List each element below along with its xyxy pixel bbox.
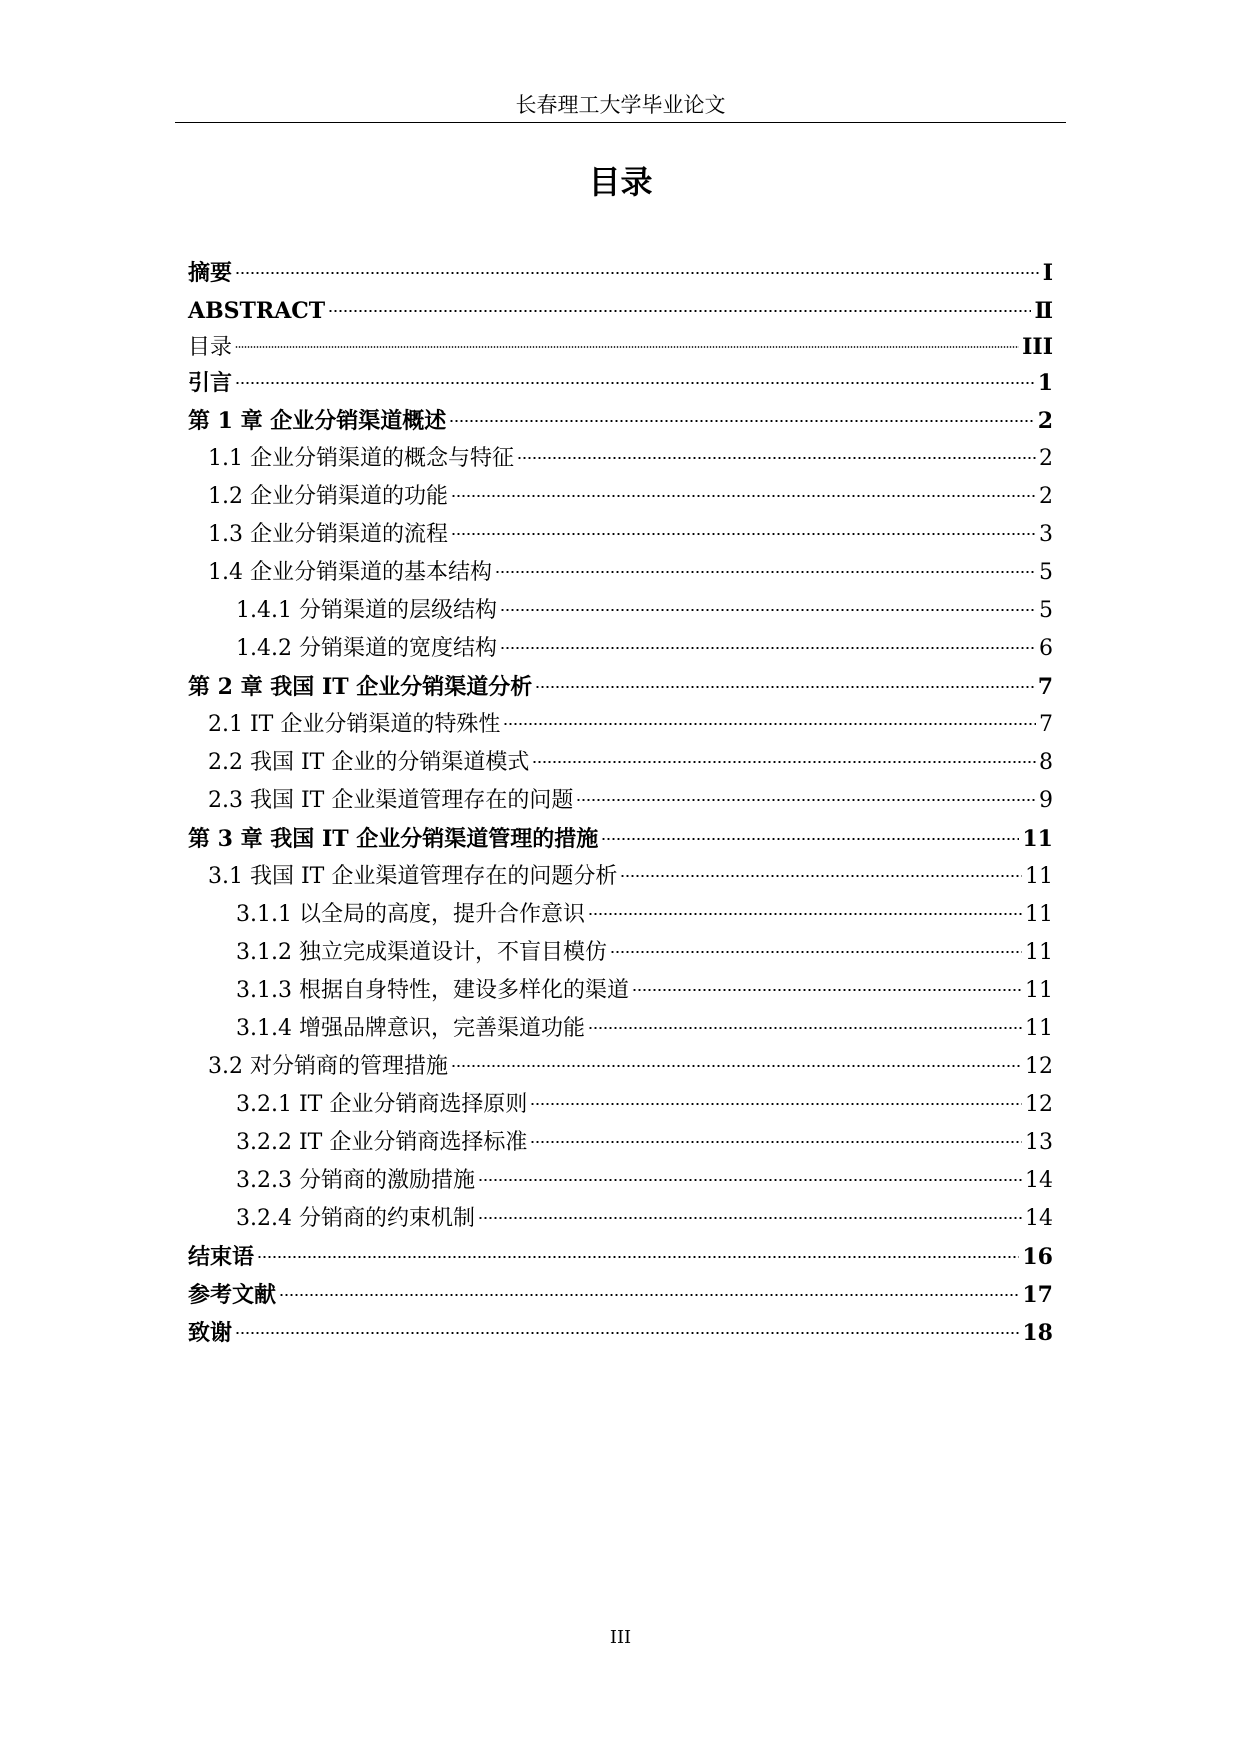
toc-entry-label: 1.3 企业分销渠道的流程	[208, 522, 448, 547]
toc-entry-page: 11	[1025, 864, 1053, 889]
toc-dot-leader	[620, 875, 1022, 877]
toc-entry-label: 致谢	[188, 1320, 233, 1346]
toc-entry[interactable]	[208, 555, 1053, 591]
toc-entry-page: 5	[1039, 598, 1053, 623]
toc-entry[interactable]	[188, 1315, 1053, 1351]
toc-entry-label: 3.2.2 IT 企业分销商选择标准	[236, 1130, 528, 1155]
toc-entry-page: Ⅰ	[1042, 260, 1053, 286]
toc-entry[interactable]	[236, 1163, 1053, 1199]
toc-dot-leader	[235, 382, 1035, 384]
toc-dot-leader	[503, 723, 1036, 725]
page-title: 目录	[588, 163, 653, 201]
toc-entry-page: Ⅱ	[1034, 298, 1053, 324]
toc-entry-page: 5	[1039, 560, 1053, 585]
toc-entry[interactable]	[208, 745, 1053, 781]
toc-entry-page: 2	[1039, 484, 1053, 509]
toc-entry-label: 1.4.2 分销渠道的宽度结构	[236, 636, 497, 661]
toc-entry-label: 2.1 IT 企业分销渠道的特殊性	[208, 712, 501, 737]
running-header-text: 长春理工大学毕业论文	[515, 93, 726, 117]
toc-entry[interactable]	[208, 859, 1053, 895]
toc-entry[interactable]	[208, 783, 1053, 819]
toc-entry-label: 摘要	[188, 260, 233, 286]
toc-entry[interactable]	[236, 593, 1053, 629]
toc-dot-leader	[632, 989, 1022, 991]
toc-entry[interactable]	[236, 1087, 1053, 1123]
toc-entry-page: 14	[1025, 1168, 1053, 1193]
toc-dot-leader	[530, 1141, 1022, 1143]
toc-entry-page: 7	[1037, 674, 1053, 700]
toc-dot-leader	[451, 495, 1036, 497]
toc-entry-page: 3	[1039, 522, 1053, 547]
toc-entry-page: III	[1022, 334, 1053, 360]
toc-dot-leader	[451, 533, 1036, 535]
toc-entry-page: 12	[1025, 1092, 1053, 1117]
toc-dot-leader	[235, 1332, 1019, 1334]
toc-dot-leader	[500, 647, 1036, 649]
toc-dot-leader	[610, 951, 1022, 953]
toc-entry-label: 3.2.1 IT 企业分销商选择原则	[236, 1092, 528, 1117]
toc-entry-label: ABSTRACT	[188, 298, 326, 324]
toc-entry[interactable]	[188, 293, 1053, 329]
toc-entry[interactable]	[236, 1011, 1053, 1047]
toc-dot-leader	[449, 420, 1034, 422]
toc-dot-leader	[588, 913, 1022, 915]
toc-entry[interactable]	[236, 897, 1053, 933]
toc-entry-label: 2.3 我国 IT 企业渠道管理存在的问题	[208, 788, 574, 813]
toc-entry-label: 2.2 我国 IT 企业的分销渠道模式	[208, 750, 530, 775]
toc-dot-leader	[478, 1217, 1022, 1219]
toc-entry-page: 11	[1022, 826, 1053, 852]
toc-dot-leader	[235, 346, 1019, 348]
toc-entry-page: 6	[1039, 636, 1053, 661]
toc-entry-label: 第 1 章 企业分销渠道概述	[188, 408, 447, 434]
toc-entry-page: 2	[1037, 408, 1053, 434]
toc-entry-label: 3.2.3 分销商的激励措施	[236, 1168, 475, 1193]
toc-dot-leader	[257, 1256, 1019, 1258]
toc-entry-label: 第 2 章 我国 IT 企业分销渠道分析	[188, 674, 533, 700]
toc-dot-leader	[535, 686, 1034, 688]
toc-entry-page: 12	[1025, 1054, 1053, 1079]
toc-entry[interactable]	[188, 403, 1053, 439]
toc-entry-page: 9	[1039, 788, 1053, 813]
toc-entry-page: 1	[1037, 370, 1053, 396]
toc-entry-label: 3.1 我国 IT 企业渠道管理存在的问题分析	[208, 864, 618, 889]
toc-entry[interactable]	[188, 1277, 1053, 1313]
toc-entry-label: 3.2 对分销商的管理措施	[208, 1054, 448, 1079]
toc-dot-leader	[601, 838, 1019, 840]
toc-entry[interactable]	[208, 1049, 1053, 1085]
toc-dot-leader	[517, 457, 1036, 459]
toc-entry-page: 11	[1025, 940, 1053, 965]
toc-entry-label: 3.2.4 分销商的约束机制	[236, 1206, 475, 1231]
toc-entry-label: 第 3 章 我国 IT 企业分销渠道管理的措施	[188, 826, 599, 852]
toc-entry-page: 2	[1039, 446, 1053, 471]
toc-dot-leader	[478, 1179, 1022, 1181]
page-number: III	[609, 1627, 632, 1648]
toc-entry[interactable]	[188, 365, 1053, 401]
toc-entry[interactable]	[188, 255, 1053, 291]
toc-entry-page: 7	[1039, 712, 1053, 737]
toc-entry-label: 1.2 企业分销渠道的功能	[208, 484, 448, 509]
toc-dot-leader	[500, 609, 1036, 611]
toc-entry-page: 16	[1022, 1244, 1053, 1270]
toc-dot-leader	[532, 761, 1036, 763]
toc-dot-leader	[588, 1027, 1022, 1029]
running-header	[175, 88, 1066, 123]
toc-entry-page: 18	[1022, 1320, 1053, 1346]
toc-entry[interactable]	[208, 707, 1053, 743]
toc-entry-label: 目录	[188, 335, 233, 360]
toc-entry-label: 3.1.1 以全局的高度，提升合作意识	[236, 902, 585, 927]
toc-entry[interactable]	[236, 973, 1053, 1009]
toc-entry-page: 11	[1025, 978, 1053, 1003]
toc-dot-leader	[530, 1103, 1022, 1105]
toc-entry-label: 1.1 企业分销渠道的概念与特征	[208, 446, 514, 471]
toc-entry[interactable]	[188, 1239, 1053, 1275]
toc-entry-page: 8	[1039, 750, 1053, 775]
toc-entry[interactable]	[188, 669, 1053, 705]
toc-entry-page: 11	[1025, 1016, 1053, 1041]
toc-entry[interactable]	[236, 935, 1053, 971]
toc-entry[interactable]	[236, 631, 1053, 667]
toc-entry-label: 结束语	[188, 1244, 255, 1270]
toc-dot-leader	[328, 310, 1031, 312]
toc-entry-page: 13	[1025, 1130, 1053, 1155]
toc-entry-page: 17	[1022, 1282, 1053, 1308]
toc-entry[interactable]	[208, 441, 1053, 477]
toc-entry-label: 引言	[188, 370, 233, 396]
toc-entry[interactable]	[236, 1201, 1053, 1237]
toc-entry[interactable]	[208, 479, 1053, 515]
toc-entry-label: 1.4 企业分销渠道的基本结构	[208, 560, 492, 585]
toc-entry-label: 1.4.1 分销渠道的层级结构	[236, 598, 497, 623]
toc-dot-leader	[279, 1294, 1019, 1296]
toc-dot-leader	[495, 571, 1036, 573]
toc-entry-label: 3.1.2 独立完成渠道设计，不盲目模仿	[236, 940, 607, 965]
toc-entry-label: 3.1.4 增强品牌意识，完善渠道功能	[236, 1016, 585, 1041]
toc-entry-page: 11	[1025, 902, 1053, 927]
toc-entry[interactable]	[188, 821, 1053, 857]
toc-entry[interactable]	[208, 517, 1053, 553]
toc-entry-page: 14	[1025, 1206, 1053, 1231]
toc-entry[interactable]	[236, 1125, 1053, 1161]
toc-entry[interactable]	[188, 329, 1053, 365]
toc-dot-leader	[576, 799, 1036, 801]
toc-dot-leader	[235, 272, 1040, 274]
toc-entry-label: 参考文献	[188, 1282, 277, 1308]
toc-dot-leader	[451, 1065, 1022, 1067]
toc-entry-label: 3.1.3 根据自身特性，建设多样化的渠道	[236, 978, 629, 1003]
